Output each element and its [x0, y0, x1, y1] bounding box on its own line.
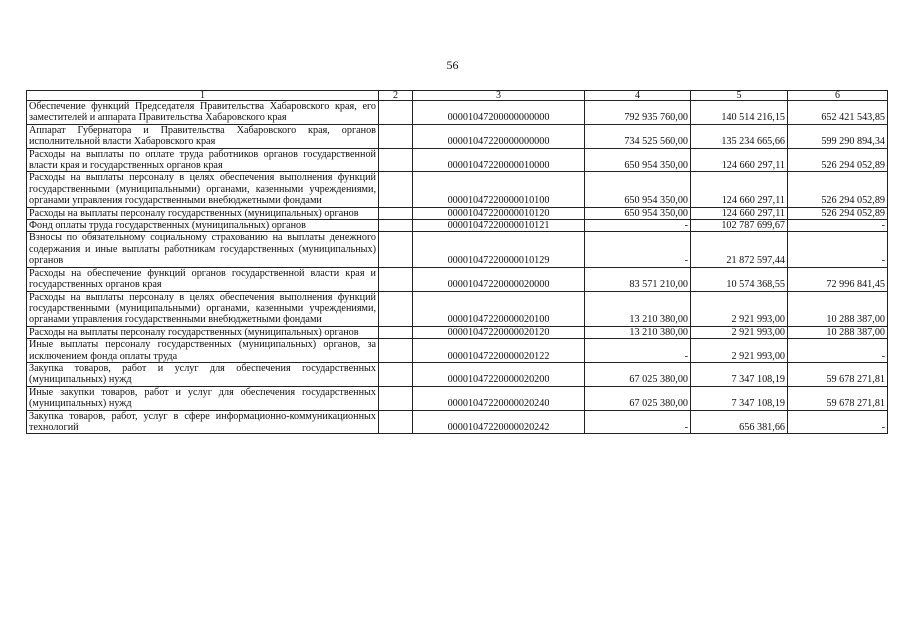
- row-value-col4-cell: 13 210 380,00: [585, 291, 691, 326]
- row-col2-cell: [379, 232, 413, 267]
- row-value-col5-cell: 2 921 993,00: [691, 326, 788, 338]
- row-code-cell: 00001047220000020100: [413, 291, 585, 326]
- table-row: [27, 148, 888, 172]
- row-value-col6-cell: 72 996 841,45: [788, 267, 888, 291]
- row-name-cell: Расходы на выплаты персоналу государственных (муниципальных) органов: [27, 326, 379, 338]
- row-value-col4-cell: -: [585, 220, 691, 232]
- row-col2-cell: [379, 362, 413, 386]
- row-value-col5-cell: 124 660 297,11: [691, 172, 788, 207]
- row-col2-cell: [379, 410, 413, 434]
- column-header-5: 5: [691, 91, 788, 101]
- table-row: [27, 362, 888, 386]
- table-row: [27, 220, 888, 232]
- row-name-cell: Иные закупки товаров, работ и услуг для обеспечения государственных (муниципальных) нужд: [27, 386, 379, 410]
- row-value-col6-cell: 10 288 387,00: [788, 291, 888, 326]
- row-value-col6-cell: 652 421 543,85: [788, 101, 888, 125]
- row-name-cell: Расходы на выплаты персоналу государственных (муниципальных) органов: [27, 207, 379, 219]
- row-name-cell: Обеспечение функций Председателя Правительства Хабаровского края, его заместителей и аппарата Правительства Хабаровского края: [27, 101, 379, 125]
- row-col2-cell: [379, 386, 413, 410]
- row-value-col6-cell: 599 290 894,34: [788, 124, 888, 148]
- row-value-col5-cell: 656 381,66: [691, 410, 788, 434]
- row-value-col4-cell: 13 210 380,00: [585, 326, 691, 338]
- column-header-row: [27, 91, 888, 101]
- row-value-col4-cell: 83 571 210,00: [585, 267, 691, 291]
- row-name-cell: Расходы на выплаты персоналу в целях обеспечения выполнения функций государственными (муниципальными) органами, казенными учреждениями, органами управления государственными внебюджетными фондами: [27, 291, 379, 326]
- row-name-cell: Закупка товаров, работ и услуг для обеспечения государственных (муниципальных) нужд: [27, 362, 379, 386]
- row-code-cell: 00001047220000000000: [413, 124, 585, 148]
- row-name-cell: Расходы на обеспечение функций органов государственной власти края и государственных органов края: [27, 267, 379, 291]
- row-value-col5-cell: 2 921 993,00: [691, 291, 788, 326]
- row-value-col6-cell: 10 288 387,00: [788, 326, 888, 338]
- row-value-col4-cell: 650 954 350,00: [585, 207, 691, 219]
- row-value-col5-cell: 21 872 597,44: [691, 232, 788, 267]
- row-value-col5-cell: 102 787 699,67: [691, 220, 788, 232]
- column-header-1: 1: [27, 91, 379, 101]
- table-row: [27, 410, 888, 434]
- row-value-col6-cell: 526 294 052,89: [788, 207, 888, 219]
- row-value-col5-cell: 7 347 108,19: [691, 386, 788, 410]
- row-value-col5-cell: 10 574 368,55: [691, 267, 788, 291]
- row-col2-cell: [379, 101, 413, 125]
- row-value-col6-cell: 526 294 052,89: [788, 172, 888, 207]
- row-name-cell: Иные выплаты персоналу государственных (муниципальных) органов, за исключением фонда оплаты труда: [27, 339, 379, 363]
- table-row: [27, 124, 888, 148]
- row-value-col6-cell: -: [788, 339, 888, 363]
- row-value-col5-cell: 140 514 216,15: [691, 101, 788, 125]
- row-col2-cell: [379, 207, 413, 219]
- row-name-cell: Фонд оплаты труда государственных (муниципальных) органов: [27, 220, 379, 232]
- row-value-col4-cell: -: [585, 339, 691, 363]
- row-code-cell: 00001047220000020242: [413, 410, 585, 434]
- table-row: [27, 207, 888, 219]
- row-col2-cell: [379, 124, 413, 148]
- row-col2-cell: [379, 220, 413, 232]
- row-code-cell: 00001047220000020200: [413, 362, 585, 386]
- budget-table: [26, 90, 888, 434]
- row-value-col4-cell: 650 954 350,00: [585, 172, 691, 207]
- row-code-cell: 00001047220000020240: [413, 386, 585, 410]
- row-value-col5-cell: 135 234 665,66: [691, 124, 788, 148]
- row-code-cell: 00001047220000020122: [413, 339, 585, 363]
- page-number: 56: [446, 58, 459, 72]
- row-value-col6-cell: 526 294 052,89: [788, 148, 888, 172]
- row-value-col4-cell: 734 525 560,00: [585, 124, 691, 148]
- row-value-col4-cell: 792 935 760,00: [585, 101, 691, 125]
- row-code-cell: 00001047220000010120: [413, 207, 585, 219]
- row-value-col5-cell: 124 660 297,11: [691, 207, 788, 219]
- row-value-col4-cell: 67 025 380,00: [585, 386, 691, 410]
- column-header-4: 4: [585, 91, 691, 101]
- row-code-cell: 00001047220000010121: [413, 220, 585, 232]
- row-col2-cell: [379, 172, 413, 207]
- row-value-col5-cell: 7 347 108,19: [691, 362, 788, 386]
- table-row: [27, 291, 888, 326]
- table-row: [27, 267, 888, 291]
- row-value-col6-cell: -: [788, 220, 888, 232]
- row-value-col6-cell: 59 678 271,81: [788, 362, 888, 386]
- row-code-cell: 00001047220000010129: [413, 232, 585, 267]
- row-value-col4-cell: 67 025 380,00: [585, 362, 691, 386]
- row-name-cell: Взносы по обязательному социальному страхованию на выплаты денежного содержания и иные выплаты работникам государственных (муниципальных) органов: [27, 232, 379, 267]
- row-code-cell: 00001047220000010000: [413, 148, 585, 172]
- column-header-3: 3: [413, 91, 585, 101]
- row-code-cell: 00001047220000020120: [413, 326, 585, 338]
- table-row: [27, 101, 888, 125]
- row-code-cell: 00001047220000020000: [413, 267, 585, 291]
- table-row: [27, 326, 888, 338]
- table-row: [27, 386, 888, 410]
- row-code-cell: 00001047220000010100: [413, 172, 585, 207]
- table-row: [27, 172, 888, 207]
- row-value-col4-cell: -: [585, 232, 691, 267]
- table-row: [27, 232, 888, 267]
- column-header-6: 6: [788, 91, 888, 101]
- row-value-col6-cell: -: [788, 232, 888, 267]
- row-name-cell: Расходы на выплаты персоналу в целях обеспечения выполнения функций государственными (муниципальными) органами, казенными учреждениями, органами управления государственными внебюджетными фондами: [27, 172, 379, 207]
- row-code-cell: 00001047200000000000: [413, 101, 585, 125]
- row-value-col4-cell: -: [585, 410, 691, 434]
- table-row: [27, 339, 888, 363]
- row-col2-cell: [379, 291, 413, 326]
- row-name-cell: Расходы на выплаты по оплате труда работников органов государственной власти края и государственных органов края: [27, 148, 379, 172]
- row-value-col5-cell: 2 921 993,00: [691, 339, 788, 363]
- row-value-col5-cell: 124 660 297,11: [691, 148, 788, 172]
- row-name-cell: Аппарат Губернатора и Правительства Хабаровского края, органов исполнительной власти Хабаровского края: [27, 124, 379, 148]
- row-value-col4-cell: 650 954 350,00: [585, 148, 691, 172]
- row-name-cell: Закупка товаров, работ, услуг в сфере информационно-коммуникационных технологий: [27, 410, 379, 434]
- row-col2-cell: [379, 148, 413, 172]
- row-value-col6-cell: -: [788, 410, 888, 434]
- row-value-col6-cell: 59 678 271,81: [788, 386, 888, 410]
- row-col2-cell: [379, 326, 413, 338]
- column-header-2: 2: [379, 91, 413, 101]
- row-col2-cell: [379, 267, 413, 291]
- row-col2-cell: [379, 339, 413, 363]
